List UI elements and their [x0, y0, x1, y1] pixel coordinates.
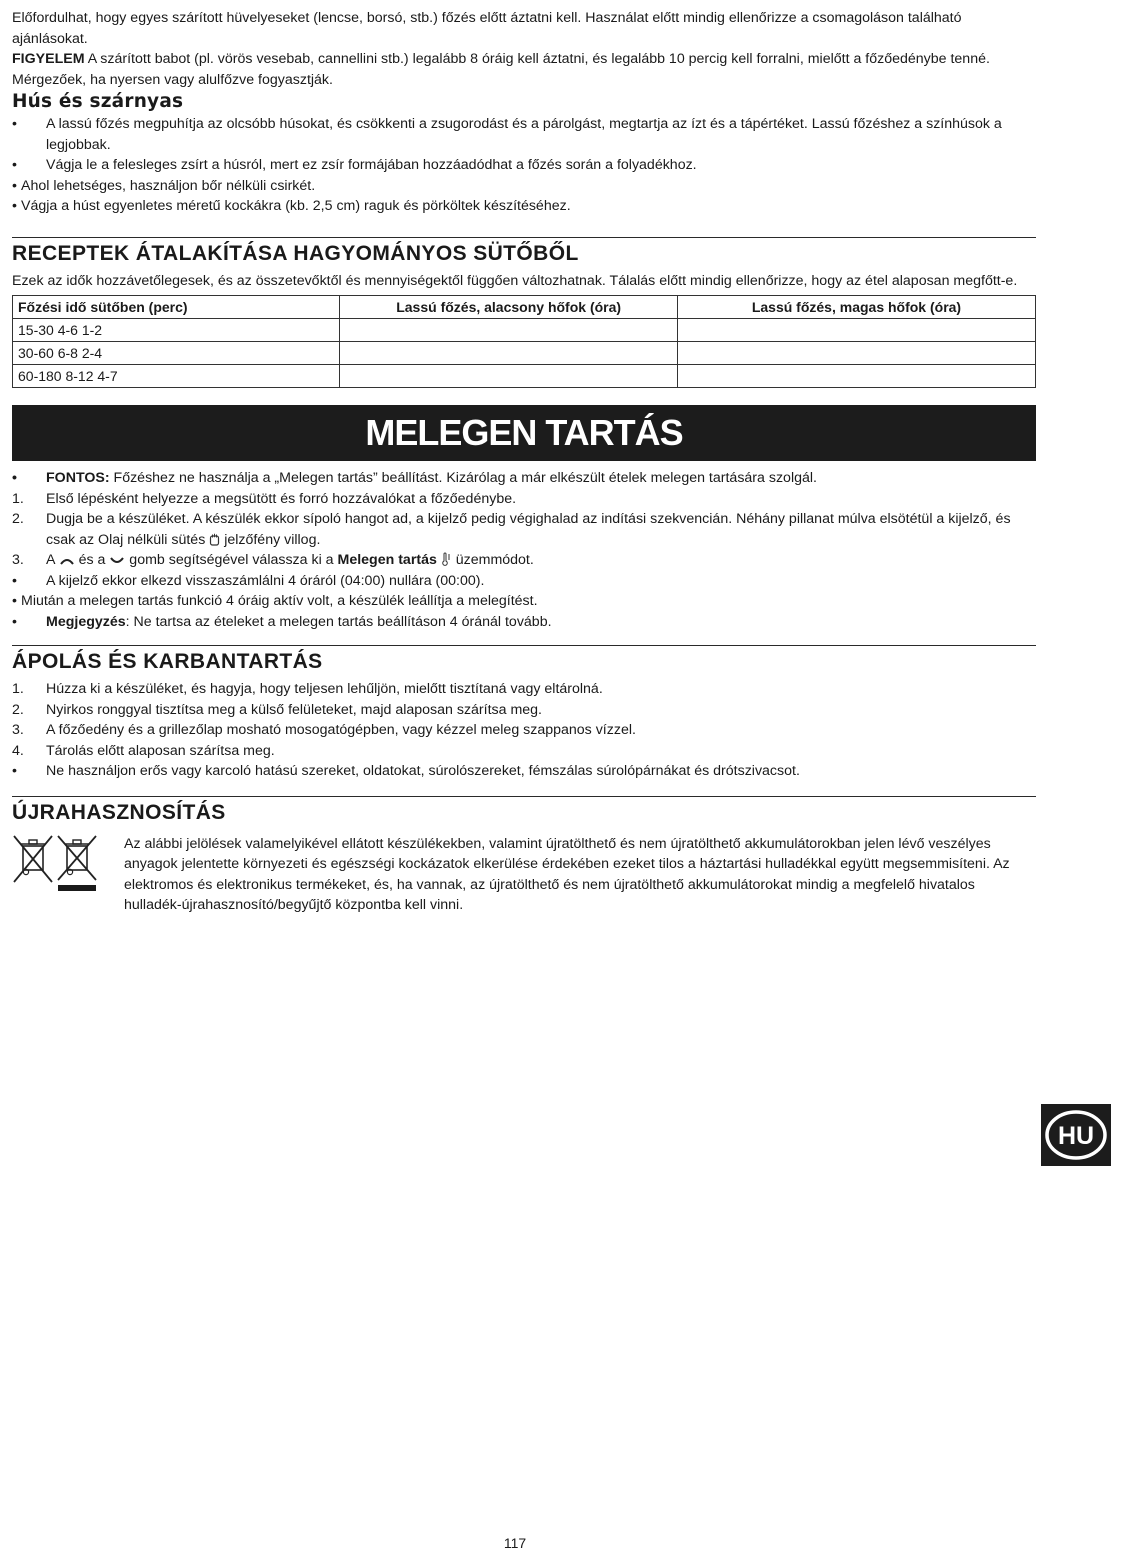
crossed-bin-icon [12, 834, 54, 884]
table-header: Lassú főzés, magas hőfok (óra) [677, 296, 1035, 319]
list-item-text: A lassú főzés megpuhítja az olcsóbb húsokat, és csökkenti a zsugorodást és a párolgást, megtartja az ízt és a tápértéket. Lassú főzéshez a színhúsok a legjobbak. [46, 116, 1002, 153]
table-cell: 30-60 6-8 2-4 [13, 342, 340, 365]
table-cell [340, 365, 678, 388]
table-cell [677, 342, 1035, 365]
list-item-text: A főzőedény és a grillezőlap mosható mosogatógépben, vagy kézzel meleg szappanos vízzel. [46, 722, 636, 738]
table-cell: 60-180 8-12 4-7 [13, 365, 340, 388]
important-text: Főzéshez ne használja a „Melegen tartás” beállítást. Kizárólag a már elkészült ételek melegen tartására szolgál. [109, 470, 817, 486]
list-item: 2. Dugja be a készüléket. A készülék ekkor sípoló hangot ad, a kijelző pedig végighalad az indítási szekvencián. Néhány pillanat múlva elsötétül a kijelző, és csak az Olaj nélküli sütés jelzőfény villog. [12, 511, 1011, 548]
conversion-intro: Ezek az idők hozzávetőlegesek, és az összetevőktől és mennyiségektől függően változhatnak. Tálalás előtt mindig ellenőrizze, hogy az étel alaposan megfőtt-e. [12, 272, 1018, 289]
list-item-text: Első lépésként helyezze a megsütött és forró hozzávalókat a főzőedénybe. [46, 490, 517, 507]
list-item-text: Vágja le a felesleges zsírt a húsról, mert ez zsír formájában hozzáadódhat a főzés során a folyadékhoz. [46, 157, 697, 173]
list-item-text: Miután a melegen tartás funkció 4 óráig aktív volt, a készülék leállítja a melegítést. [21, 593, 538, 609]
list-item: 4. Tárolás előtt alaposan szárítsa meg. [12, 742, 275, 759]
important-label: FONTOS: [46, 470, 110, 486]
table-cell [677, 319, 1035, 342]
table-row [13, 319, 1036, 342]
list-item-text: A [46, 552, 55, 568]
recycling-block [12, 834, 1036, 916]
list-item-text: Ahol lehetséges, használjon bőr nélküli csirkét. [21, 177, 316, 194]
table-row [13, 365, 1036, 388]
table-row [13, 342, 1036, 365]
table-header: Lassú főzés, alacsony hőfok (óra) [340, 296, 678, 319]
list-item-text: és a [74, 552, 106, 568]
airfry-icon [209, 533, 220, 546]
table-cell [677, 365, 1035, 388]
language-badge [1041, 1104, 1111, 1166]
list-item: • A lassú főzés megpuhítja az olcsóbb húsokat, és csökkenti a zsugorodást és a párolgást, megtartja az ízt és a tápértéket. Lassú főzéshez a színhúsok a legjobbak. [12, 116, 1002, 153]
list-item: • FONTOS: Főzéshez ne használja a „Melegen tartás” beállítást. Kizárólag a már elkészült ételek melegen tartására szolgál. [12, 470, 817, 486]
meat-list [12, 114, 1036, 217]
list-item: 1. Első lépésként helyezze a megsütött és forró hozzávalókat a főzőedénybe. [12, 490, 517, 507]
recycling-text: Az alábbi jelölések valamelyikével ellátott készülékekben, valamint újratölthető és nem újratölthető akkumulátorokban jelen lévő veszélyes anyagok jelentette környezeti és egészségi kockázatok elkerülése érdekében ezeket tilos a háztartási hulladékkal együtt megsemmisíteni. Az elektromos és elektronikus termékeket, és, ha vannak, az újratölthető és nem újratölthető akkumulátorokat mindig a megfelelő hivatalos hulladék-újrahasznosító/begyűjtő központba kell vinni. [124, 835, 1010, 913]
list-item: 1. Húzza ki a készüléket, és hagyja, hogy teljesen lehűljön, mielőtt tisztítaná vagy eltárolná. [12, 681, 603, 697]
list-item: • A kijelző ekkor elkezd visszaszámlálni 4 óráról (04:00) nullára (00:00). [12, 572, 485, 589]
list-item-text: Nyirkos ronggyal tisztítsa meg a külső felületeket, majd alaposan szárítsa meg. [46, 701, 543, 718]
list-item-text: A kijelző ekkor elkezd visszaszámlálni 4 óráról (04:00) nullára (00:00). [46, 572, 485, 589]
meat-heading: Hús és szárnyas [12, 91, 184, 112]
list-item: • Miután a melegen tartás funkció 4 óráig aktív volt, a készülék leállítja a melegítést. [12, 593, 538, 609]
list-item: • Ahol lehetséges, használjon bőr nélküli csirkét. [12, 177, 316, 194]
recycling-icons [12, 834, 124, 916]
note-label: Megjegyzés [46, 613, 126, 630]
care-list [12, 679, 1036, 782]
chevron-up-icon [59, 556, 75, 566]
warning-label: FIGYELEM [12, 51, 85, 67]
list-item-text: Tárolás előtt alaposan szárítsa meg. [46, 742, 275, 759]
list-item: • Vágja le a felesleges zsírt a húsról, mert ez zsír formájában hozzáadódhat a főzés során a folyadékhoz. [12, 157, 697, 173]
chevron-down-icon [109, 556, 125, 566]
list-item: 3. A és a gomb segítségével válassza ki a Melegen tartás üzemmódot. [12, 552, 534, 568]
table-cell [340, 319, 678, 342]
conversion-table [12, 295, 1036, 388]
crossed-bin-bar-icon [56, 834, 98, 892]
keep-warm-list [12, 468, 1036, 632]
list-item: 2. Nyirkos ronggyal tisztítsa meg a külső felületeket, majd alaposan szárítsa meg. [12, 701, 543, 718]
page-content [12, 8, 1036, 916]
list-item-text: jelzőfény villog. [220, 531, 321, 548]
keep-warm-banner: MELEGEN TARTÁS [12, 405, 1036, 461]
table-cell: 15-30 4-6 1-2 [13, 319, 340, 342]
list-item: • Ne használjon erős vagy karcoló hatású szereket, oldatokat, súrolószereket, fémszálas súrolópárnákat és drótszivacsot. [12, 763, 800, 779]
keep-warm-icon [441, 552, 452, 566]
list-item: • Vágja a húst egyenletes méretű kockákra (kb. 2,5 cm) raguk és pörköltek készítéséhez. [12, 198, 571, 214]
conversion-title: RECEPTEK ÁTALAKÍTÁSA HAGYOMÁNYOS SÜTŐBŐL [12, 241, 579, 265]
badge-label: HU [1057, 1122, 1095, 1150]
intro-paragraph: Előfordulhat, hogy egyes szárított hüvelyeseket (lencse, borsó, stb.) főzés előtt áztatni kell. Használat előtt mindig ellenőrizze a csomagoláson található ajánlásokat. [12, 10, 962, 47]
care-title: ÁPOLÁS ÉS KARBANTARTÁS [12, 650, 323, 673]
section-divider [12, 645, 1036, 646]
table-cell [340, 342, 678, 365]
table-header: Főzési idő sütőben (perc) [13, 296, 340, 319]
recycling-title: ÚJRAHASZNOSÍTÁS [12, 800, 226, 824]
page-number: 117 [503, 1535, 527, 1551]
hu-badge-graphic [1041, 1104, 1111, 1166]
list-item-text: gomb segítségével válassza ki a [125, 552, 338, 568]
list-item-text: Húzza ki a készüléket, és hagyja, hogy teljesen lehűljön, mielőtt tisztítaná vagy eltárolná. [46, 681, 603, 697]
section-divider [12, 237, 1036, 238]
list-item: 3. A főzőedény és a grillezőlap mosható mosogatógépben, vagy kézzel meleg szappanos vízzel. [12, 722, 636, 738]
list-item: • Megjegyzés: Ne tartsa az ételeket a melegen tartás beállításon 4 óránál tovább. [12, 613, 552, 630]
note-text: : Ne tartsa az ételeket a melegen tartás beállításon 4 óránál tovább. [125, 613, 552, 630]
warning-paragraph [12, 49, 1036, 90]
list-item-text: Vágja a húst egyenletes méretű kockákra (kb. 2,5 cm) raguk és pörköltek készítéséhez. [21, 198, 571, 214]
table-header-row [13, 296, 1036, 319]
section-divider [12, 796, 1036, 797]
warning-text: A szárított babot (pl. vörös vesebab, cannellini stb.) legalább 8 óráig kell áztatni, és legalább 10 percig kell forralni, mielőtt a főzőedénybe tenné. Mérgezőek, ha nyersen vagy alulfőzve fogyasztják. [12, 51, 990, 88]
list-item-text: Dugja be a készüléket. A készülék ekkor sípoló hangot ad, a kijelző pedig végighalad az indítási szekvencián. Néhány pillanat múlva elsötétül a kijelző, és csak az Olaj nélküli sütés [46, 511, 1011, 548]
list-item-text: üzemmódot. [451, 552, 534, 568]
list-item-text: Ne használjon erős vagy karcoló hatású szereket, oldatokat, súrolószereket, fémszálas súrolópárnákat és drótszivacsot. [46, 763, 800, 779]
keep-warm-mode-label: Melegen tartás [337, 552, 437, 568]
